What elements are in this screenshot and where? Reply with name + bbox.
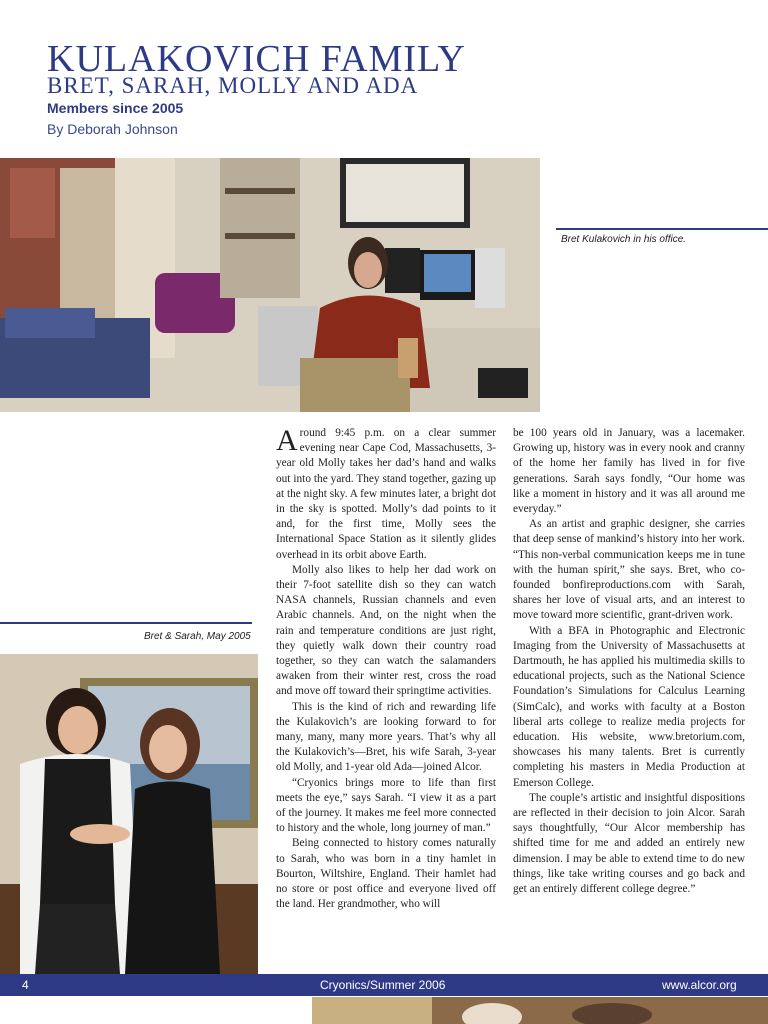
article-column-2 bbox=[513, 426, 745, 897]
issue-name: Cryonics/Summer 2006 bbox=[320, 978, 446, 992]
couple-photo bbox=[0, 654, 258, 974]
article-paragraph: This is the kind of rich and rewarding life the Kulakovich’s are looking forward to for many, many, many more years. That’s why all the Kulakovich’s—Bret, his wife Sarah, 3-year old Molly, and 1-year old Ada—joined Alcor. bbox=[276, 700, 496, 774]
page-title: KULAKOVICH FAMILY bbox=[47, 38, 466, 80]
article-paragraph: Around 9:45 p.m. on a clear summer evening near Cape Cod, Massachusetts, 3-year old Molly takes her dad’s hand and walks out into the yard. They stand together, gazing up at the night sky. A few minutes later, a bright dot in the sky is spotted. Molly’s dad points to it and, for the first time, Molly sees the International Space Station as it silently glides overhead in its orbit above Earth. bbox=[276, 424, 496, 561]
page-footer bbox=[0, 974, 768, 996]
article-paragraph: Molly also likes to help her dad work on their 7-foot satellite dish so they can watch NASA channels, Russian channels and even Arabic channels. And, on the night when the rain and temperature conditions are just right, they quietly walk down their country road together, so they can watch the salamanders awaken from their winter rest, cross the road and move off toward their springtime activities. bbox=[276, 563, 496, 698]
drop-cap: A bbox=[276, 424, 298, 457]
article-paragraph: The couple’s artistic and insightful dispositions are reflected in their decision to join Alcor. Sarah says thoughtfully, “Our Alcor membership has shifted time for me and added an entirely new dimension. I may be able to extend time to do new things, like take writing courses and go back and get an entirely different college degree.” bbox=[513, 791, 745, 896]
page-number: 4 bbox=[22, 978, 29, 992]
couple-caption: Bret & Sarah, May 2005 bbox=[144, 631, 251, 642]
byline: By Deborah Johnson bbox=[47, 121, 178, 137]
members-since: Members since 2005 bbox=[47, 100, 184, 116]
article-paragraph: As an artist and graphic designer, she carries that deep sense of mankind’s history into her work. “This non-verbal communication keeps me in tune with the human spirit,” she says. Bret, who co-founded bonfireproductions.com with Sarah, shares her love of visual arts, and an interest to move toward more scientific, grant-driven work. bbox=[513, 518, 745, 622]
article-paragraph: With a BFA in Photographic and Electronic Imaging from the University of Massachusetts at Dartmouth, he has applied his multimedia skills to educational projects, such as the National Science Foundation’s Simulations for Calculus Learning (SimCalc), and works with faculty at a Boston liberal arts college to realize media projects for education. His website, www.bretorium.com, showcases his many talents. Bret is currently completing his masters in Media Production at Emerson College. bbox=[513, 624, 745, 789]
article-column-1 bbox=[276, 426, 496, 913]
article-paragraph: “Cryonics brings more to life than first meets the eye,” says Sarah. “I view it as a part of the journey. It makes me feel more connected to history and the whole, long journey of man.” bbox=[276, 776, 496, 835]
article-paragraph: be 100 years old in January, was a lacemaker. Growing up, history was in every nook and cranny of the home her family has lived in for five generations. Sarah says fondly, “Our home was like a moment in history and it was all around me everyday.” bbox=[513, 427, 745, 516]
couple-caption-rule bbox=[0, 622, 252, 624]
office-caption: Bret Kulakovich in his office. bbox=[561, 234, 687, 245]
article-paragraph: Being connected to history comes naturally to Sarah, who was born in a tiny hamlet in Bourton, Wiltshire, England. Their hamlet had no store or post office and everyone lived off the land. Her grandmother, who will bbox=[276, 837, 496, 911]
website-link[interactable]: www.alcor.org bbox=[662, 978, 737, 992]
office-photo bbox=[0, 158, 540, 412]
next-page-photo-strip bbox=[312, 997, 768, 1024]
office-caption-rule bbox=[556, 228, 768, 230]
page-subtitle: BRET, SARAH, MOLLY AND ADA bbox=[47, 73, 419, 98]
